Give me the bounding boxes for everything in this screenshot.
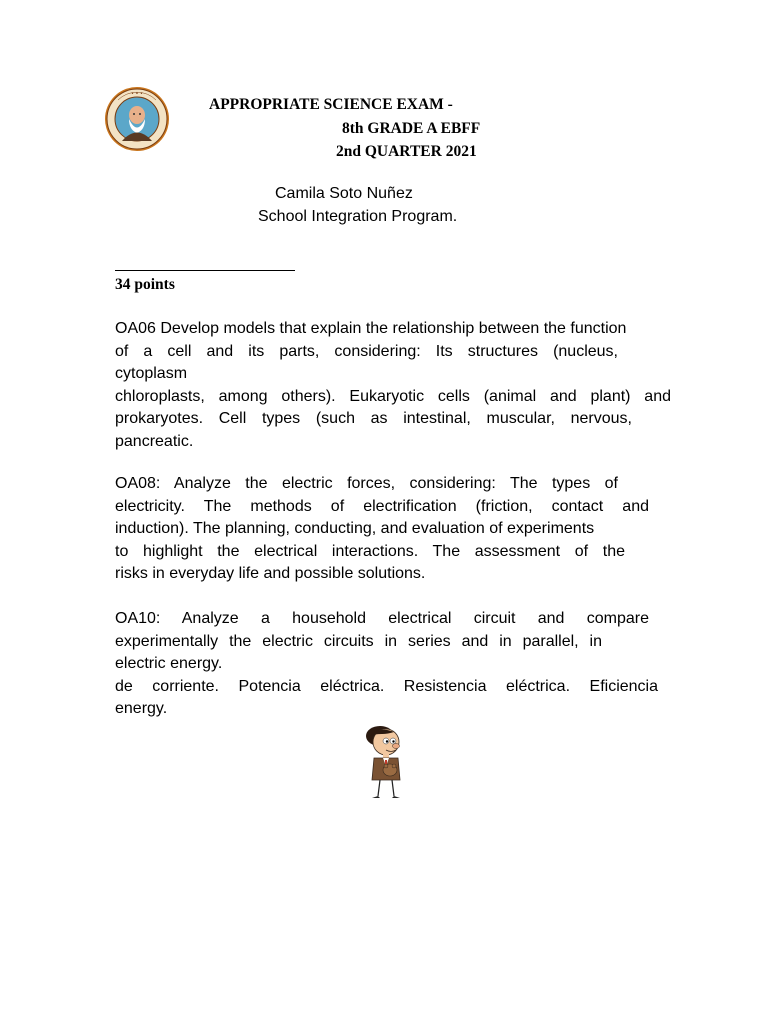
objective-line: OA08: Analyze the electric forces, considering: The types of: [115, 475, 618, 492]
objective-oa08: [115, 473, 680, 586]
name-line: [115, 270, 295, 271]
objective-line: cytoplasm: [115, 365, 188, 382]
objective-line: induction). The planning, conducting, and evaluation of experiments: [115, 520, 595, 537]
objective-line: risks in everyday life and possible solutions.: [115, 565, 426, 582]
exam-title: APPROPRIATE SCIENCE EXAM -: [209, 96, 453, 113]
school-logo-icon: [104, 86, 170, 152]
objective-line: prokaryotes. Cell types (such as intestinal, muscular, nervous,: [115, 410, 632, 427]
objective-line: chloroplasts, among others). Eukaryotic cells (animal and plant) and: [115, 387, 671, 405]
cartoon-character-icon: [356, 722, 420, 802]
exam-grade: 8th GRADE A EBFF: [342, 120, 481, 137]
objective-line: to highlight the electrical interactions. The assessment of the: [115, 542, 625, 560]
svg-text:• • •: • • •: [130, 91, 144, 97]
objective-line: of a cell and its parts, considering: Its structures (nucleus,: [115, 342, 618, 360]
exam-quarter: 2nd QUARTER 2021: [336, 143, 477, 160]
objective-oa10: [115, 608, 680, 721]
author-program: School Integration Program.: [258, 208, 458, 225]
objective-line: experimentally the electric circuits in series and in parallel, in: [115, 632, 602, 650]
objective-line: OA06 Develop models that explain the relationship between the function: [115, 320, 627, 337]
author-name: Camila Soto Nuñez: [275, 185, 413, 202]
objective-line: electric energy.: [115, 655, 223, 672]
objective-line: electricity. The methods of electrification (friction, contact and: [115, 497, 649, 515]
objective-oa06: [115, 318, 680, 453]
objective-line: de corriente. Potencia eléctrica. Resistencia eléctrica. Eficiencia: [115, 677, 658, 695]
objective-line: energy.: [115, 700, 168, 717]
objective-line: OA10: Analyze a household electrical circuit and compare: [115, 610, 649, 627]
points-label: 34 points: [115, 276, 175, 293]
objective-line: pancreatic.: [115, 432, 194, 450]
